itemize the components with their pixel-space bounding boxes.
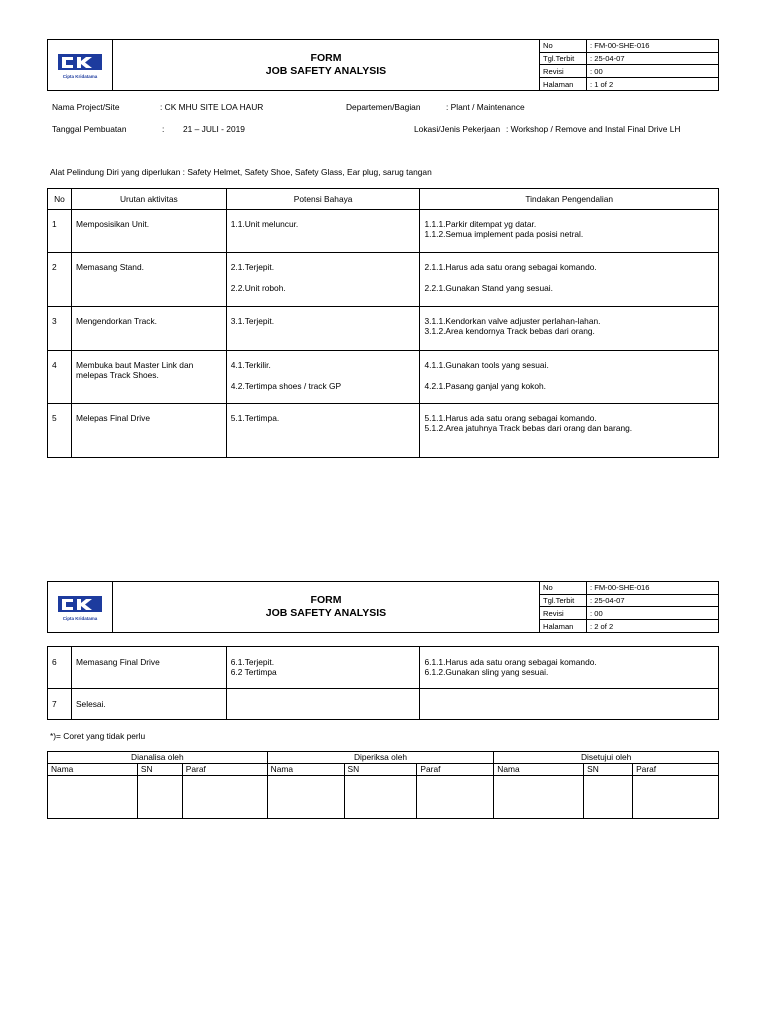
meta-key: Tgl.Terbit	[540, 594, 587, 607]
col-sn: SN	[584, 764, 633, 776]
date-separator: :	[162, 124, 165, 134]
col-sn: SN	[344, 764, 417, 776]
svg-text:Cipta Kridatama: Cipta Kridatama	[62, 74, 98, 79]
row-activity: Memasang Stand.	[71, 253, 226, 307]
project-label: Nama Project/Site	[52, 102, 120, 112]
meta-value: : 00	[587, 65, 719, 78]
sn-field[interactable]	[584, 776, 633, 819]
row-no: 2	[48, 253, 72, 307]
meta-key: Revisi	[540, 607, 587, 620]
row-hazard: 1.1.Unit meluncur.	[226, 210, 420, 253]
meta-value: : FM-00-SHE-016	[587, 40, 719, 52]
row-hazard: 4.1.Terkilir. 4.2.Tertimpa shoes / track GP	[226, 351, 420, 404]
table-row	[48, 351, 719, 404]
col-nama: Nama	[267, 764, 344, 776]
signature-blank-row	[48, 776, 719, 819]
form-title-line2: JOB SAFETY ANALYSIS	[265, 607, 387, 619]
meta-value: : 00	[587, 607, 719, 620]
jsa-table-page-1	[47, 188, 719, 458]
form-title-line1: FORM	[310, 594, 342, 606]
meta-key: Halaman	[540, 78, 587, 90]
location-value: : Workshop / Remove and Instal Final Drive LH	[506, 124, 681, 134]
row-control: 5.1.1.Harus ada satu orang sebagai komando. 5.1.2.Area jatuhnya Track bebas dari orang dan barang.	[420, 404, 719, 458]
row-no: 7	[48, 689, 72, 720]
paraf-field[interactable]	[633, 776, 719, 819]
date-label: Tanggal Pembuatan	[52, 124, 127, 134]
row-hazard	[226, 689, 420, 720]
signature-table	[47, 751, 719, 819]
meta-key: No	[540, 582, 587, 594]
dept-value: : Plant / Maintenance	[446, 102, 525, 112]
col-paraf: Paraf	[182, 764, 267, 776]
sn-field[interactable]	[137, 776, 182, 819]
form-title	[112, 582, 540, 632]
form-title	[112, 40, 540, 90]
paraf-field[interactable]	[182, 776, 267, 819]
meta-value: : 2 of 2	[590, 621, 614, 631]
location-label: Lokasi/Jenis Pekerjaan	[414, 124, 501, 134]
meta-value: : FM-00-SHE-016	[587, 582, 719, 594]
meta-key: No	[540, 40, 587, 52]
header-page-2	[47, 581, 719, 633]
header-page-1	[47, 39, 719, 91]
row-activity: Membuka baut Master Link dan melepas Track Shoes.	[71, 351, 226, 404]
group-checked-by: Diperiksa oleh	[267, 752, 494, 764]
jsa-table-page-2	[47, 646, 719, 720]
form-meta	[539, 40, 718, 90]
group-analyzed-by: Dianalisa oleh	[48, 752, 268, 764]
sn-field[interactable]	[344, 776, 417, 819]
nama-field[interactable]	[494, 776, 584, 819]
row-activity: Melepas Final Drive	[71, 404, 226, 458]
project-value: : CK MHU SITE LOA HAUR	[160, 102, 264, 112]
row-control	[420, 689, 719, 720]
table-row	[48, 647, 719, 689]
row-activity: Selesai.	[71, 689, 226, 720]
col-header-hazard: Potensi Bahaya	[226, 189, 420, 210]
row-activity: Memposisikan Unit.	[71, 210, 226, 253]
paraf-field[interactable]	[417, 776, 494, 819]
col-nama: Nama	[494, 764, 584, 776]
table-row	[48, 253, 719, 307]
table-row	[48, 689, 719, 720]
row-activity: Mengendorkan Track.	[71, 307, 226, 351]
row-control: 1.1.1.Parkir ditempat yg datar. 1.1.2.Semua implement pada posisi netral.	[420, 210, 719, 253]
col-sn: SN	[137, 764, 182, 776]
col-paraf: Paraf	[633, 764, 719, 776]
col-header-activity: Urutan aktivitas	[71, 189, 226, 210]
nama-field[interactable]	[267, 776, 344, 819]
company-logo	[48, 40, 113, 90]
group-approved-by: Disetujui oleh	[494, 752, 719, 764]
col-nama: Nama	[48, 764, 138, 776]
meta-key: Halaman	[540, 620, 587, 632]
date-value: 21 – JULI - 2019	[183, 124, 245, 134]
table-row	[48, 404, 719, 458]
row-control: 4.1.1.Gunakan tools yang sesuai. 4.2.1.Pasang ganjal yang kokoh.	[420, 351, 719, 404]
row-no: 3	[48, 307, 72, 351]
meta-value: : 25-04-07	[587, 52, 719, 65]
row-no: 6	[48, 647, 72, 689]
row-control: 2.1.1.Harus ada satu orang sebagai komando. 2.2.1.Gunakan Stand yang sesuai.	[420, 253, 719, 307]
row-hazard: 6.1.Terjepit. 6.2 Tertimpa	[226, 647, 420, 689]
form-meta	[539, 582, 718, 632]
meta-key: Tgl.Terbit	[540, 52, 587, 65]
nama-field[interactable]	[48, 776, 138, 819]
row-activity: Memasang Final Drive	[71, 647, 226, 689]
col-paraf: Paraf	[417, 764, 494, 776]
row-control: 6.1.1.Harus ada satu orang sebagai komando. 6.1.2.Gunakan sling yang sesuai.	[420, 647, 719, 689]
meta-value: : 25-04-07	[587, 594, 719, 607]
form-title-line2: JOB SAFETY ANALYSIS	[265, 65, 387, 77]
dept-label: Departemen/Bagian	[346, 102, 421, 112]
row-no: 5	[48, 404, 72, 458]
col-header-control: Tindakan Pengendalian	[420, 189, 719, 210]
svg-text:Cipta Kridatama: Cipta Kridatama	[62, 616, 98, 621]
row-no: 1	[48, 210, 72, 253]
ppe-line: Alat Pelindung Diri yang diperlukan : Safety Helmet, Safety Shoe, Safety Glass, Ear plug, sarug tangan	[50, 167, 432, 177]
row-hazard: 5.1.Tertimpa.	[226, 404, 420, 458]
meta-key: Revisi	[540, 65, 587, 78]
table-row	[48, 210, 719, 253]
row-control: 3.1.1.Kendorkan valve adjuster perlahan-lahan. 3.1.2.Area kendornya Track bebas dari orang.	[420, 307, 719, 351]
note-text: *)= Coret yang tidak perlu	[50, 731, 146, 741]
row-hazard: 2.1.Terjepit. 2.2.Unit roboh.	[226, 253, 420, 307]
form-title-line1: FORM	[310, 52, 342, 64]
table-row	[48, 307, 719, 351]
col-header-no: No	[48, 189, 72, 210]
row-hazard: 3.1.Terjepit.	[226, 307, 420, 351]
row-no: 4	[48, 351, 72, 404]
meta-value: : 1 of 2	[590, 79, 614, 89]
company-logo	[48, 582, 113, 632]
